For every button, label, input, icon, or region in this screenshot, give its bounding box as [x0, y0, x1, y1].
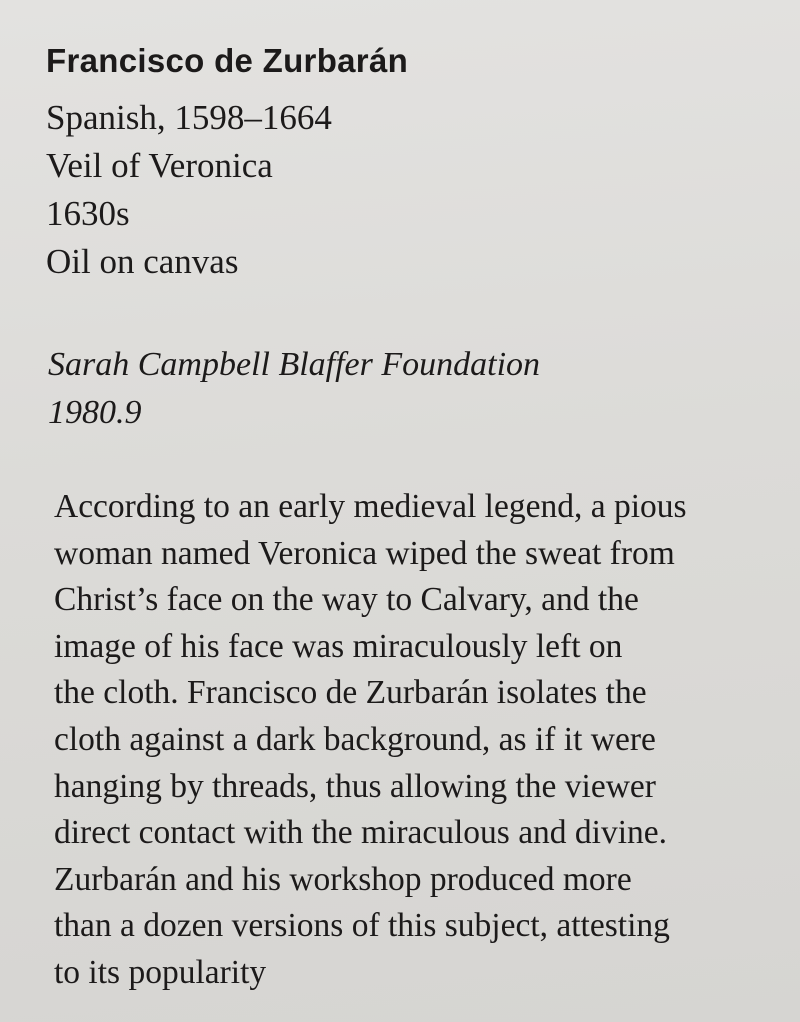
description-line: direct contact with the miraculous and divine.: [54, 814, 668, 852]
accession-number: 1980.9: [48, 394, 142, 431]
description-line: than a dozen versions of this subject, attesting: [54, 907, 670, 945]
description-line: Christ’s face on the way to Calvary, and the: [54, 581, 639, 619]
description-text: [54, 484, 774, 997]
description-line: to its popularity: [54, 953, 267, 991]
credit-line: Sarah Campbell Blaffer Foundation: [48, 346, 541, 383]
description-line: woman named Veronica wiped the sweat from: [54, 534, 675, 572]
description-line: image of his face was miraculously left on: [54, 627, 623, 665]
description-line: According to an early medieval legend, a pious: [54, 488, 687, 525]
artist-name: Francisco de Zurbarán: [46, 42, 409, 79]
artwork-medium: Oil on canvas: [46, 242, 239, 281]
artwork-date: 1630s: [46, 194, 130, 233]
description-line: Zurbarán and his workshop produced more: [54, 860, 632, 898]
description-line: the cloth. Francisco de Zurbarán isolates the: [54, 674, 647, 712]
artwork-title: Veil of Veronica: [46, 146, 273, 185]
description-line: cloth against a dark background, as if it were: [54, 720, 656, 758]
artist-nationality-dates: Spanish, 1598–1664: [46, 98, 332, 137]
description-line: hanging by threads, thus allowing the viewer: [54, 767, 656, 805]
